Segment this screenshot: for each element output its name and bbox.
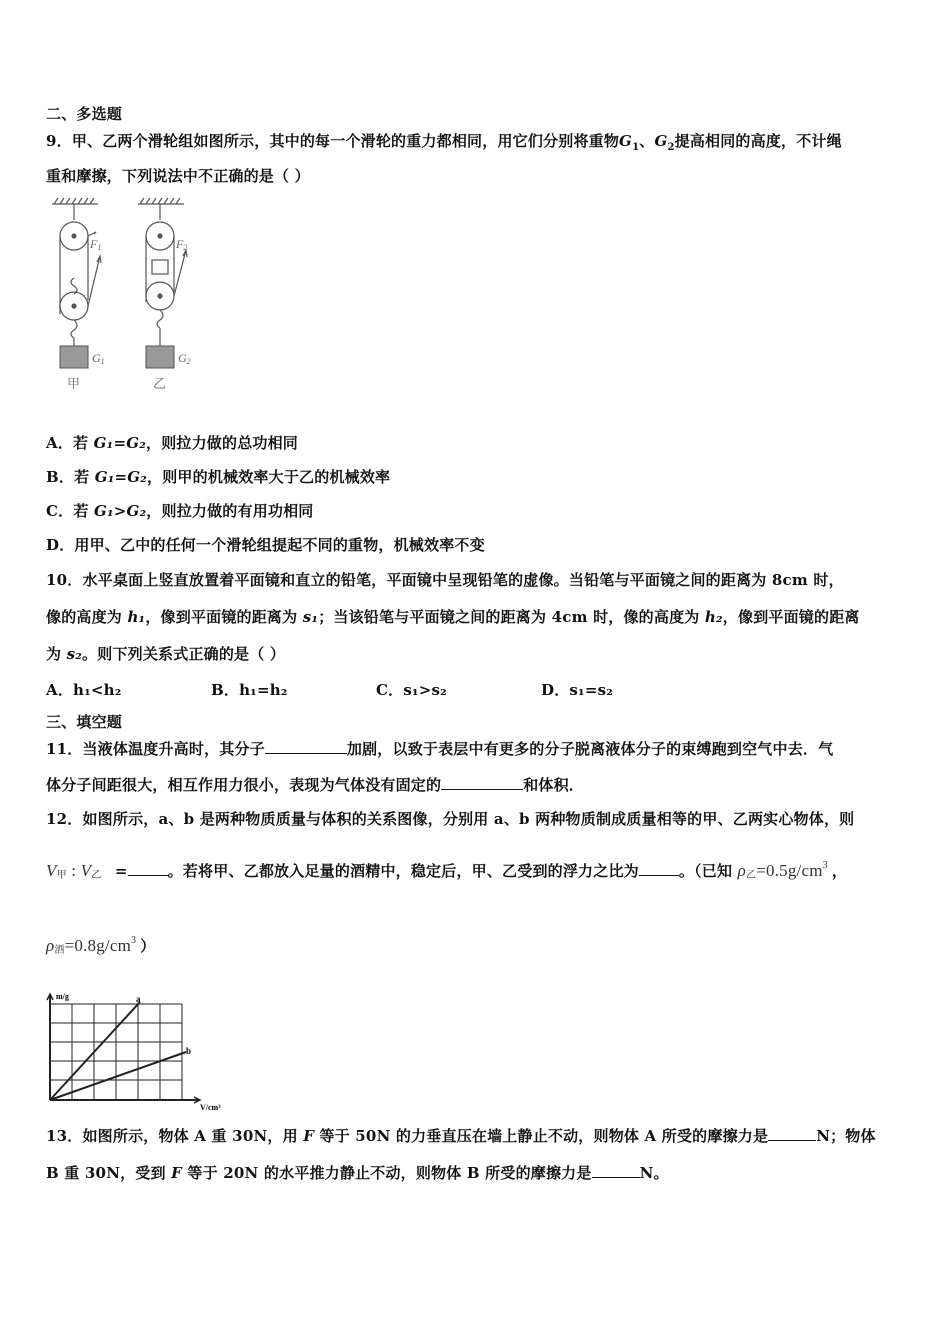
figure-label-jia: 甲 bbox=[67, 376, 81, 391]
q10-h2: h₂ bbox=[704, 608, 723, 626]
q9-option-c[interactable] bbox=[46, 500, 314, 521]
section-heading-multiple-choice: 二、多选题 bbox=[46, 105, 123, 123]
q10-option-c[interactable]: C．s₁>s₂ bbox=[376, 681, 447, 699]
section-heading-fill-in: 三、填空题 bbox=[46, 713, 123, 731]
q12-blank-2[interactable] bbox=[639, 861, 679, 876]
ceiling-hatch-left bbox=[54, 198, 94, 204]
question-13-line-1 bbox=[46, 1125, 876, 1146]
q11-text-1a: 11．当液体温度升高时，其分子 bbox=[46, 740, 265, 758]
question-13-line-2 bbox=[46, 1162, 669, 1183]
q11-text-1b: 加剧，以致于表层中有更多的分子脱离液体分子的束缚跑到空气中去．气 bbox=[346, 740, 834, 758]
q10-s2: s₂ bbox=[66, 645, 83, 663]
q9-option-b[interactable] bbox=[46, 466, 390, 487]
question-11-line-2 bbox=[46, 774, 584, 795]
question-10-line-1: 10．水平桌面上竖直放置着平面镜和直立的铅笔，平面镜中呈现铅笔的虚像。当铅笔与平面镜之间的距离为 8cm 时， bbox=[46, 571, 844, 589]
q9-option-c-pre: C．若 bbox=[46, 502, 94, 520]
question-9-line-2: 重和摩擦，下列说法中不正确的是（ ） bbox=[46, 167, 310, 185]
q9-sep: 、 bbox=[639, 132, 655, 150]
q12-density-alcohol bbox=[46, 936, 136, 955]
q9-g2-sub: 2 bbox=[667, 142, 675, 153]
question-9-line-1 bbox=[46, 130, 842, 153]
q9-option-a-math: G₁=G₂ bbox=[93, 434, 146, 452]
q12-rho-a-sub: 酒 bbox=[54, 945, 65, 956]
graph-line-a-label: a bbox=[136, 994, 141, 1004]
q9-option-a-text: ，则拉力做的总功相同 bbox=[146, 434, 299, 452]
rope-pull-right bbox=[174, 250, 186, 296]
q12-close-paren: ） bbox=[140, 937, 156, 955]
graph-y-label: m/g bbox=[56, 992, 69, 1001]
frame-right bbox=[152, 260, 168, 274]
weight-block-left bbox=[60, 346, 88, 368]
weight-label-left: G1 bbox=[92, 351, 105, 366]
q10-option-a[interactable]: A．h₁<h₂ bbox=[46, 681, 122, 699]
q12-v1: V bbox=[46, 861, 57, 880]
question-11-line-1 bbox=[46, 738, 833, 759]
q11-blank-2[interactable] bbox=[441, 775, 523, 790]
q12-density-b bbox=[738, 861, 828, 880]
q12-rho-b-sub: 乙 bbox=[745, 870, 757, 881]
graph-x-label: V/cm³ bbox=[200, 1103, 221, 1110]
q10-text-2a: 像的高度为 bbox=[46, 608, 128, 626]
q9-option-c-text: ，则拉力做的有用功相同 bbox=[146, 502, 314, 520]
force-label-right: F2 bbox=[176, 237, 188, 252]
q13-text-2a: B 重 30N，受到 bbox=[46, 1164, 172, 1182]
q10-text-3b: 。则下列关系式正确的是（ ） bbox=[82, 645, 286, 663]
q9-option-a-pre: A．若 bbox=[46, 434, 94, 452]
q12-rho-b-symbol: ρ bbox=[737, 861, 746, 880]
graph-grid bbox=[50, 1004, 182, 1100]
weight-label-right: G2 bbox=[178, 351, 191, 366]
q9-option-b-pre: B．若 bbox=[46, 468, 95, 486]
q12-comma: ， bbox=[831, 862, 848, 880]
ceiling-hatch-right bbox=[140, 198, 180, 204]
q13-blank-1[interactable] bbox=[768, 1126, 816, 1141]
q10-option-d[interactable]: D．s₁=s₂ bbox=[541, 681, 614, 699]
question-10-line-2 bbox=[46, 606, 860, 627]
q12-text-2c: 。（已知 bbox=[678, 862, 733, 880]
q12-v2-sub: 乙 bbox=[91, 870, 102, 881]
q10-text-2b: ，像到平面镜的距离为 bbox=[145, 608, 303, 626]
q12-rho-a-value: =0.8g/cm bbox=[64, 936, 132, 955]
q12-colon: : bbox=[66, 861, 81, 880]
q11-blank-1[interactable] bbox=[265, 739, 347, 754]
question-12-line-3 bbox=[46, 935, 155, 956]
q13-text-1b: 等于 50N 的力垂直压在墙上静止不动，则物体 A 所受的摩擦力是 bbox=[314, 1127, 769, 1145]
q12-blank-1[interactable] bbox=[128, 861, 168, 876]
q12-v1-sub: 甲 bbox=[56, 870, 67, 881]
q12-rho-a-symbol: ρ bbox=[46, 936, 55, 955]
line-a bbox=[50, 1002, 140, 1100]
q12-rho-b-exp: 3 bbox=[822, 860, 828, 871]
question-12-line-1: 12．如图所示，a、b 是两种物质质量与体积的关系图像，分别用 a、b 两种物质制成质量相等的甲、乙两实心物体，则 bbox=[46, 810, 855, 828]
q12-equals: = bbox=[114, 862, 128, 880]
question-10-line-3 bbox=[46, 643, 285, 664]
mass-volume-graph bbox=[40, 990, 270, 1110]
q9-option-b-math: G₁=G₂ bbox=[94, 468, 148, 486]
q10-text-3a: 为 bbox=[46, 645, 67, 663]
rope-pull-left bbox=[88, 256, 100, 306]
q10-option-b[interactable]: B．h₁=h₂ bbox=[211, 681, 288, 699]
q12-text-2b: 。若将甲、乙都放入足量的酒精中，稳定后，甲、乙受到的浮力之比为 bbox=[167, 862, 639, 880]
force-label-left: F1 bbox=[90, 237, 102, 252]
q9-text-1b: 提高相同的高度，不计绳 bbox=[674, 132, 842, 150]
q12-rho-b-value: =0.5g/cm bbox=[756, 861, 823, 880]
figure-label-yi: 乙 bbox=[153, 376, 167, 391]
q9-g1: G bbox=[619, 132, 633, 150]
q11-text-2a: 体分子间距很大，相互作用力很小，表现为气体没有固定的 bbox=[46, 776, 442, 794]
q9-option-d[interactable]: D．用甲、乙中的任何一个滑轮组提起不同的重物，机械效率不变 bbox=[46, 536, 485, 554]
q12-volume-ratio bbox=[46, 861, 101, 880]
pulley-figure bbox=[42, 196, 202, 396]
question-12-line-2 bbox=[46, 860, 847, 881]
q13-text-1c: N；物体 bbox=[816, 1127, 876, 1145]
weight-block-right bbox=[146, 346, 174, 368]
q12-rho-a-exp: 3 bbox=[131, 935, 137, 946]
graph-line-b-label: b bbox=[186, 1046, 192, 1056]
q13-text-2c: N。 bbox=[639, 1164, 669, 1182]
q10-text-2c: ；当该铅笔与平面镜之间的距离为 4cm 时，像的高度为 bbox=[318, 608, 705, 626]
q9-g1-sub: 1 bbox=[632, 142, 640, 153]
q13-f2: F bbox=[171, 1164, 182, 1182]
q10-h1: h₁ bbox=[127, 608, 146, 626]
q12-v2: V bbox=[80, 861, 92, 880]
q13-text-1a: 13．如图所示，物体 A 重 30N，用 bbox=[46, 1127, 304, 1145]
q9-text-1: 9．甲、乙两个滑轮组如图所示，其中的每一个滑轮的重力都相同，用它们分别将重物 bbox=[46, 132, 620, 150]
q13-text-2b: 等于 20N 的水平推力静止不动，则物体 B 所受的摩擦力是 bbox=[182, 1164, 592, 1182]
q9-option-a[interactable] bbox=[46, 432, 298, 453]
q13-blank-2[interactable] bbox=[592, 1163, 640, 1178]
line-b bbox=[50, 1052, 186, 1100]
q13-f1: F bbox=[303, 1127, 315, 1145]
q9-g2: G bbox=[654, 132, 668, 150]
q11-text-2b: 和体积． bbox=[523, 776, 585, 794]
q9-option-b-text: ，则甲的机械效率大于乙的机械效率 bbox=[147, 468, 391, 486]
q10-s1: s₁ bbox=[302, 608, 319, 626]
q9-option-c-math: G₁>G₂ bbox=[93, 502, 147, 520]
q10-text-2d: ，像到平面镜的距离 bbox=[722, 608, 860, 626]
